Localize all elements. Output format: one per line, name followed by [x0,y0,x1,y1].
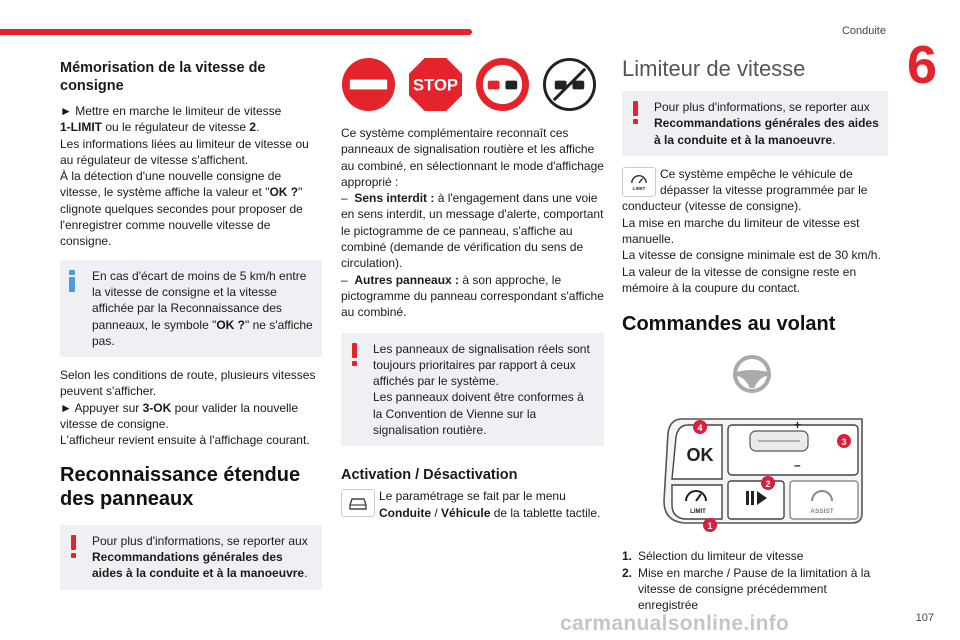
end-no-overtaking-sign-icon [542,57,597,112]
callout-3: 3 [841,437,847,448]
limit-intro: LIMIT Ce système empêche le véhicule de dépasser la vitesse programmée par le conducteur (vitesse de consigne). [622,166,868,214]
activation-row: Le paramétrage se fait par le menu Conduite / Véhicule de la tablette tactile. [341,488,604,521]
para-sens-interdit: – Sens interdit : à l'engagement dans une voie en sens interdit, un message d'alerte, comportant le pictogramme de ce panneau, s'affiche au combiné (demande de vérification du sens de circulation). [341,191,604,271]
no-overtaking-sign-icon [475,57,530,112]
stop-sign-text: STOP [412,75,459,95]
legend-item: 1. Sélection du limiteur de vitesse [622,549,804,564]
column-right [622,55,888,613]
controls-legend [622,548,888,613]
info-icon [68,270,76,292]
warning-icon [70,535,78,559]
heading-activation: Activation / Désactivation [341,467,518,484]
warning-box-limiteur: Pour plus d'informations, se reporter aux Recommandations générales des aides à la conduite et à la manoeuvre. [622,91,888,156]
warning-icon [632,101,640,125]
para-validation: Selon les conditions de route, plusieurs vitesses peuvent s'afficher. ► Appuyer sur 3-OK pour valider la nouvelle vitesse de consigne. L'afficheur revient ensuite à l'affichage courant. [60,368,316,448]
limit-button-label: LIMIT [690,509,706,516]
callout-2: 2 [765,479,771,490]
car-settings-icon [341,489,375,517]
heading-commandes: Commandes au volant [622,313,836,336]
speed-limiter-icon [622,167,656,197]
page-number: 107 [915,612,934,624]
para-manual: La mise en marche du limiteur de vitesse est manuelle. [622,215,860,247]
para-min-speed: La vitesse de consigne minimale est de 30 km/h. [622,248,881,263]
warning-box-signs: Les panneaux de signalisation réels sont toujours prioritaires par rapport à ceux affichés par le système. Les panneaux doivent être conformes à la Convention de Vienne sur la signalisation routière. [341,333,604,447]
heading-reconnaissance: Reconnaissance étendue des panneaux [60,463,301,510]
info-box: En cas d'écart de moins de 5 km/h entre la vitesse de consigne et la vitesse affichée par la Reconnaissance des panneaux, le symbole "OK ?" ne s'affiche pas. [60,260,322,357]
no-entry-sign-icon [341,57,396,112]
heading-limiteur: Limiteur de vitesse [622,56,806,81]
warning-icon [351,343,359,367]
section-title: Conduite [841,25,886,37]
para-autres-panneaux: – Autres panneaux : à son approche, le pictogramme du panneau correspondant s'affiche au combiné. [341,272,604,320]
header-accent-bar [0,29,472,35]
road-signs-row [341,57,604,112]
callout-1: 1 [707,521,713,532]
minus-label: – [794,458,801,473]
para-memorisation: ► Mettre en marche le limiteur de vitesse 1-LIMIT ou le régulateur de vitesse 2. Les informations liées au limiteur de vitesse ou au régulateur de vitesse s'affichent. À la détection d'une nouvelle consigne de vitesse, le système affiche la valeur et "OK ?" clignote quelques secondes pour proposer de l'enregistrer comme nouvelle vitesse de consigne. [60,104,309,249]
chapter-number: 6 [906,35,938,95]
column-middle [341,55,604,521]
warning-box: Pour plus d'informations, se reporter aux Recommandations générales des aides à la conduite et à la manoeuvre. [60,525,322,590]
ok-label: OK [686,445,714,466]
column-left [60,55,322,590]
plus-label: + [794,418,802,433]
watermark: carmanualsonline.info [560,612,790,635]
stop-sign-icon [408,57,463,112]
callout-4: 4 [697,423,703,434]
heading-memorisation: Mémorisation de la vitesse de consigne [60,60,266,94]
para-system: Ce système complémentaire reconnaît ces panneaux de signalisation routière et les affiche au combiné, en sélectionnant le mode d'affichage approprié : [341,126,604,189]
steering-wheel-icon [732,354,772,394]
para-memory: La valeur de la vitesse de consigne reste en mémoire à la coupure du contact. [622,264,857,295]
legend-item: 2. Mise en marche / Pause de la limitation à la vitesse de consigne précédemment enregistrée [622,565,871,613]
assist-label: ASSIST [810,508,834,516]
steering-controls-diagram [662,409,866,533]
limit-label: LIMIT [632,186,646,191]
